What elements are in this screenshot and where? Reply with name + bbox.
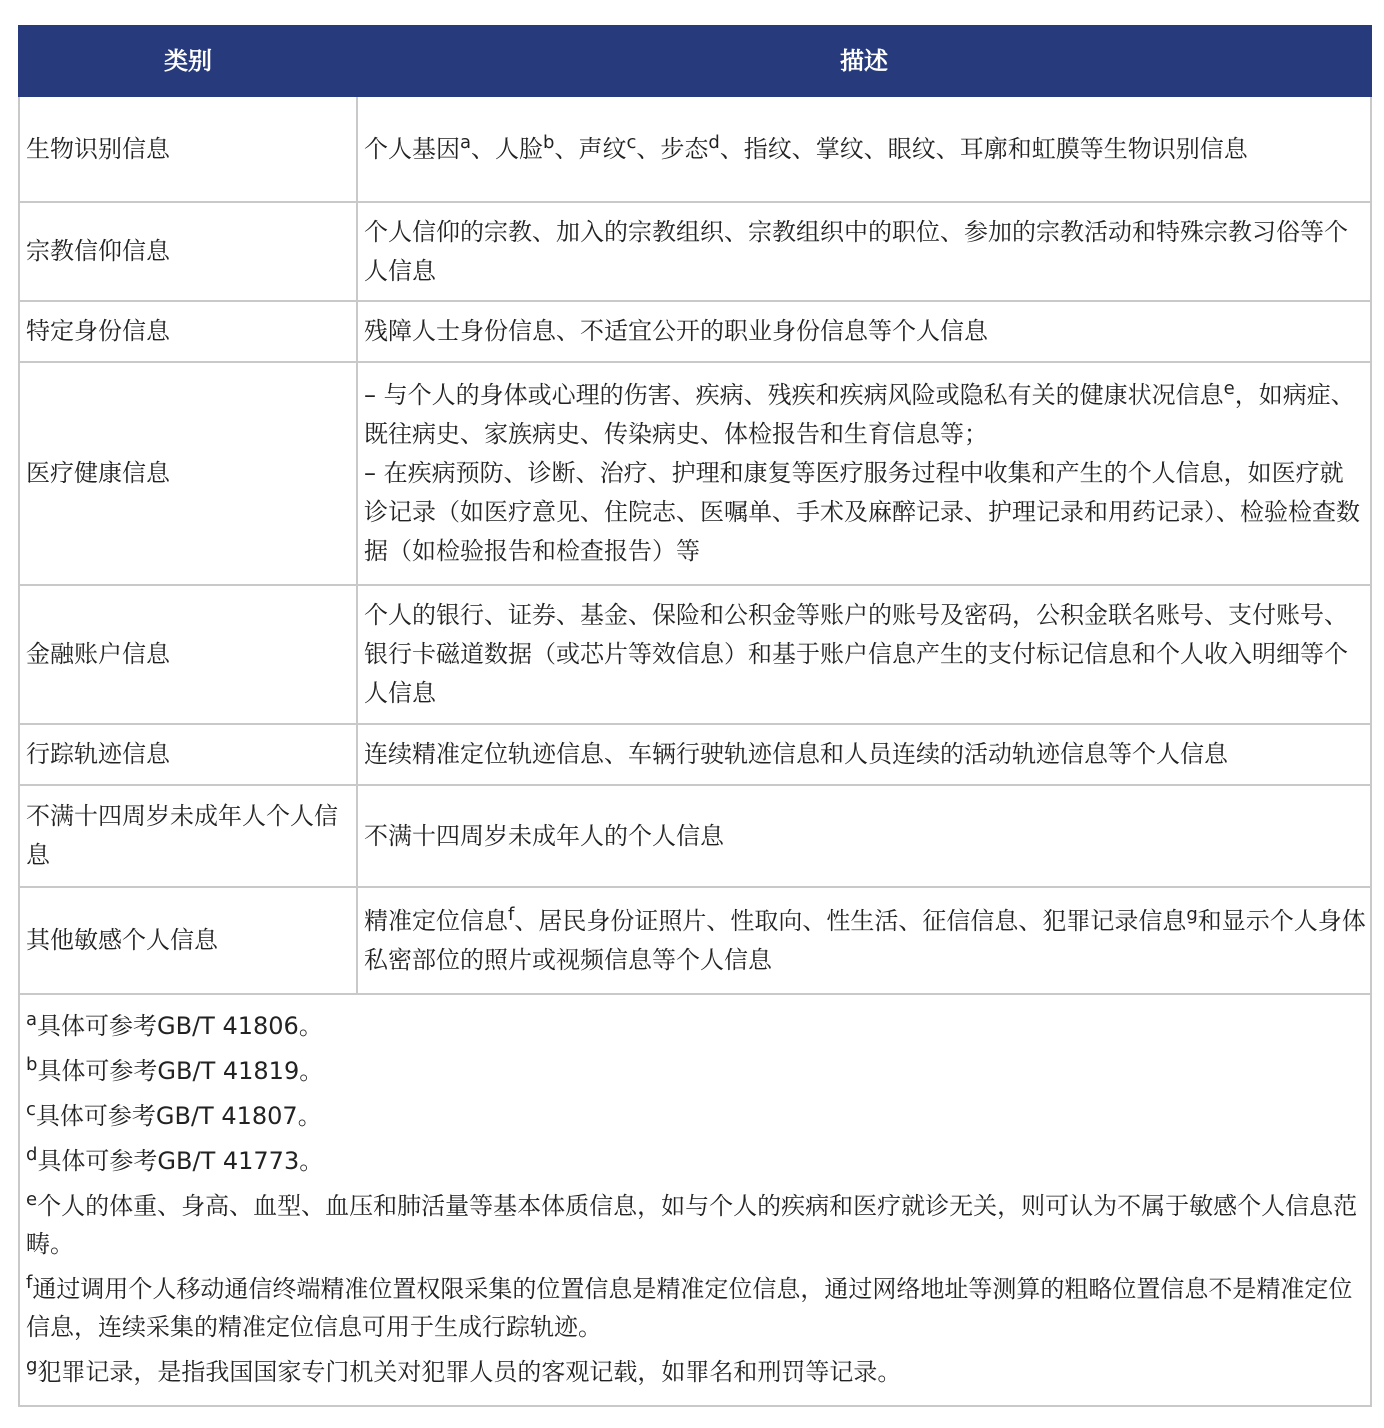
description-cell [357, 301, 1371, 362]
description-text: 不满十四周岁未成年人的个人信息 [364, 821, 724, 850]
category-cell: 特定身份信息 [19, 301, 357, 362]
description-text: 残障人士身份信息、不适宜公开的职业身份信息等个人信息 [364, 317, 988, 345]
description-cell [357, 202, 1371, 301]
table-row [19, 887, 1371, 994]
footnote-ref-d: d [708, 131, 720, 153]
description-text: 个人基因 [364, 134, 460, 163]
footnote-mark: g [26, 1355, 38, 1376]
footnote [26, 1052, 1364, 1090]
footnote-mark: c [26, 1099, 36, 1120]
footnote-text: 通过调用个人移动通信终端精准位置权限采集的位置信息是精准定位信息，通过网络地址等测算的粗略位置信息不是精准定位信息，连续采集的精准定位信息可用于生成行踪轨迹。 [26, 1275, 1353, 1341]
description-column-header: 描述 [357, 26, 1371, 96]
footnote-text: 具体可参考GB/T 41773。 [37, 1147, 324, 1175]
description-text: ，如病症、既往病史、家族病史、传染病史、体检报告和生育信息等； [364, 381, 1355, 448]
table-row [19, 362, 1371, 585]
category-cell: 行踪轨迹信息 [19, 724, 357, 785]
table-row [19, 202, 1371, 301]
description-text: 、步态 [636, 134, 709, 163]
category-column-header: 类别 [19, 26, 357, 96]
description-text: – 在疾病预防、诊断、治疗、护理和康复等医疗服务过程中收集和产生的个人信息，如医疗就诊记录（如医疗意见、住院志、医嘱单、手术及麻醉记录、护理记录和用药记录）、检验检查数据（如检验报告和检查报告）等 [364, 459, 1360, 565]
description-text: 、声纹 [554, 134, 627, 163]
description-text: 精准定位信息 [364, 906, 508, 935]
footnote-ref-a: a [460, 131, 472, 153]
category-cell: 其他敏感个人信息 [19, 887, 357, 994]
footnote-text: 具体可参考GB/T 41807。 [35, 1102, 322, 1130]
description-text: 和显示个人身体私密部位的照片或视频信息等个人信息 [364, 906, 1366, 974]
footnote [26, 1353, 1364, 1391]
footnote-mark: b [26, 1054, 38, 1075]
category-cell: 生物识别信息 [19, 96, 357, 202]
table-row [19, 585, 1371, 724]
footnotes-row [19, 994, 1371, 1406]
footnote-text: 个人的体重、身高、血型、血压和肺活量等基本体质信息，如与个人的疾病和医疗就诊无关，则可认为不属于敏感个人信息范畴。 [26, 1192, 1358, 1258]
table-row [19, 96, 1371, 202]
footnote [26, 1270, 1364, 1346]
footnote-mark: a [26, 1009, 38, 1030]
footnote-ref-e: e [1223, 378, 1235, 399]
sensitive-info-table [18, 25, 1372, 1407]
category-cell: 不满十四周岁未成年人个人信息 [19, 785, 357, 887]
description-cell [357, 724, 1371, 785]
footnote-ref-f: f [508, 903, 515, 925]
description-cell [357, 887, 1371, 994]
description-cell [357, 96, 1371, 202]
footnote-mark: e [26, 1189, 38, 1210]
footnote-mark: d [26, 1144, 38, 1165]
table-row [19, 785, 1371, 887]
description-text: 、人脸 [471, 134, 544, 163]
footnote-ref-g: g [1186, 903, 1198, 925]
table-header-row [19, 26, 1371, 96]
category-cell: 宗教信仰信息 [19, 202, 357, 301]
footnote [26, 1097, 1364, 1135]
table-row [19, 724, 1371, 785]
footnote-ref-c: c [626, 131, 637, 153]
description-text: 、居民身份证照片、性取向、性生活、征信信息、犯罪记录信息 [514, 906, 1187, 935]
category-cell: 金融账户信息 [19, 585, 357, 724]
footnote [26, 1007, 1364, 1045]
footnotes-cell [19, 994, 1371, 1406]
description-text: 个人信仰的宗教、加入的宗教组织、宗教组织中的职位、参加的宗教活动和特殊宗教习俗等个人信息 [364, 217, 1348, 285]
footnote [26, 1142, 1364, 1180]
sensitive-info-table-container [18, 25, 1370, 1407]
footnote [26, 1187, 1364, 1263]
description-cell [357, 785, 1371, 887]
footnote-text: 具体可参考GB/T 41819。 [37, 1057, 324, 1085]
footnote-ref-b: b [543, 131, 555, 153]
description-text: 、指纹、掌纹、眼纹、耳廓和虹膜等生物识别信息 [719, 134, 1248, 163]
table-row [19, 301, 1371, 362]
footnote-mark: f [26, 1272, 33, 1293]
footnote-text: 犯罪记录，是指我国国家专门机关对犯罪人员的客观记载，如罪名和刑罚等记录。 [37, 1358, 902, 1386]
description-cell [357, 585, 1371, 724]
description-text: 个人的银行、证券、基金、保险和公积金等账户的账号及密码，公积金联名账号、支付账号、银行卡磁道数据（或芯片等效信息）和基于账户信息产生的支付标记信息和个人收入明细等个人信息 [364, 601, 1348, 707]
description-text: – 与个人的身体或心理的伤害、疾病、残疾和疾病风险或隐私有关的健康状况信息 [364, 381, 1224, 409]
footnote-text: 具体可参考GB/T 41806。 [37, 1012, 323, 1040]
description-text: 连续精准定位轨迹信息、车辆行驶轨迹信息和人员连续的活动轨迹信息等个人信息 [364, 740, 1228, 768]
description-cell [357, 362, 1371, 585]
category-cell: 医疗健康信息 [19, 362, 357, 585]
